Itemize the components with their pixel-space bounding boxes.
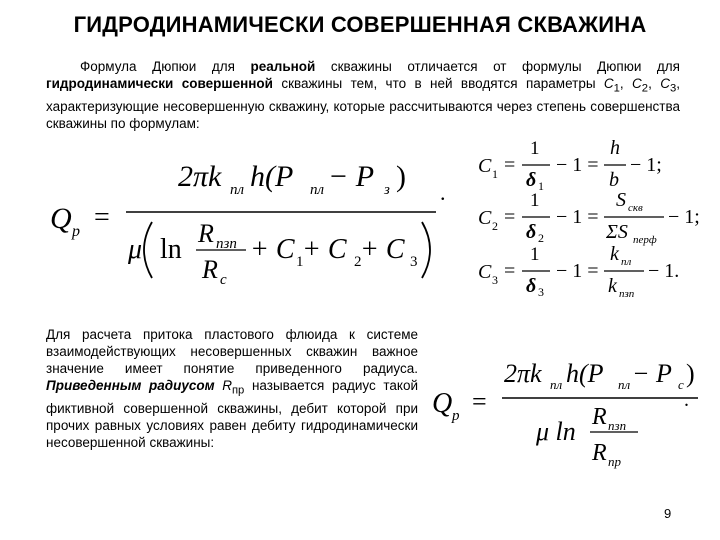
red-dot: . <box>684 389 689 411</box>
c3-delta: δ <box>526 275 537 297</box>
c1-minus: − 1 = <box>556 154 599 176</box>
main-den-mu: μ <box>128 234 143 265</box>
red-num-close: ) <box>686 359 695 388</box>
param-c1-sub: 1 <box>613 82 620 95</box>
main-right-paren <box>422 222 430 278</box>
c3-delta-sub: 3 <box>538 285 544 299</box>
param-c3: С <box>660 76 670 91</box>
intro-text-4: , характеризующие несовершенную скважину, которые рассчитываются через степень совершенства скважины по формулам: <box>46 76 680 131</box>
para2-text-1: Для расчета притока пластового флюида к системе взаимодействующих несовершенных скважин важное значение имеет понятие приведенного радиуса. <box>46 327 418 376</box>
main-lhs-q: Q <box>50 202 72 235</box>
dupuit-formula <box>50 150 460 290</box>
page-number: 9 <box>664 506 672 521</box>
c1-delta: δ <box>526 169 537 191</box>
c3-eq: = <box>504 260 516 282</box>
c3-lhs: C <box>478 261 492 283</box>
param-c3-sub: 3 <box>669 82 677 95</box>
red-den-r-num: R <box>592 404 607 430</box>
c2-delta: δ <box>526 221 537 243</box>
c3-minus: − 1 = <box>556 260 599 282</box>
red-num-k-sub: пл <box>550 377 563 392</box>
red-equals: = <box>472 387 487 416</box>
c3-one: 1 <box>530 244 540 265</box>
main-den-plus-c2: + C <box>302 234 347 265</box>
red-num-minus-p: − P <box>632 359 672 388</box>
c2-tail: − 1; <box>668 206 700 228</box>
main-den-r-num-sub: пзп <box>216 236 237 252</box>
c3-lhs-sub: 3 <box>492 273 498 287</box>
red-num-p2-sub: c <box>678 377 684 392</box>
main-num-p2-sub: з <box>384 182 390 198</box>
c2-one: 1 <box>530 190 540 211</box>
c1-eq: = <box>504 154 516 176</box>
formula-c3 <box>478 244 688 304</box>
c1-frac-num: h <box>610 137 620 159</box>
c2-lhs-sub: 2 <box>492 219 498 233</box>
intro-text-3: скважины тем, что в ней вводятся параметры <box>272 76 604 91</box>
intro-sep-2: , <box>648 76 661 91</box>
main-den-c1-sub: 1 <box>296 254 304 270</box>
main-den-c2-sub: 2 <box>354 254 362 270</box>
intro-bold-real: реальной <box>250 59 316 74</box>
c1-one: 1 <box>530 138 540 159</box>
c1-lhs-sub: 1 <box>492 167 498 181</box>
c2-delta-sub: 2 <box>538 231 544 245</box>
red-den-r-num-sub: пзп <box>608 418 627 433</box>
c3-frac-den-sub: пзп <box>619 288 635 300</box>
red-num-2pik: 2πk <box>504 359 542 388</box>
main-lhs-q-sub: p <box>72 223 80 240</box>
c1-frac-den: b <box>609 169 619 191</box>
intro-paragraph <box>46 58 680 132</box>
reduced-radius-formula <box>432 356 702 476</box>
main-num-p1-sub: пл <box>310 182 325 198</box>
c2-eq: = <box>504 206 516 228</box>
param-c2: С <box>632 76 642 91</box>
formula-c1 <box>478 136 678 192</box>
main-den-ln: ln <box>160 234 182 265</box>
c1-tail: − 1; <box>630 154 662 176</box>
main-num-k-sub: пл <box>230 182 245 198</box>
c3-frac-num-sub: пл <box>621 256 632 268</box>
c2-frac-den: ΣS <box>606 221 628 243</box>
c2-frac-num-sub: скв <box>628 202 643 214</box>
c2-lhs: C <box>478 207 492 229</box>
main-left-paren <box>144 222 152 278</box>
main-den-plus-c3: + C <box>360 234 405 265</box>
intro-text-2: скважины отличается от формулы Дюпюи для <box>315 59 680 74</box>
red-den-mu-ln: μ ln <box>536 417 576 446</box>
param-c2-sub: 2 <box>641 82 649 95</box>
para2-symbol-r: R <box>222 378 232 393</box>
main-den-c3-sub: 3 <box>410 254 418 270</box>
red-num-p1-sub: пл <box>618 377 631 392</box>
red-den-r-den-sub: пр <box>608 454 621 469</box>
c3-frac-num: k <box>610 243 619 265</box>
c2-frac-den-sub: перф <box>633 234 657 246</box>
red-lhs-q-sub: p <box>452 408 460 424</box>
intro-sep-1: , <box>619 76 633 91</box>
red-num-h: h(P <box>566 359 604 388</box>
reduced-radius-paragraph <box>46 326 418 451</box>
c3-frac-den: k <box>608 275 617 297</box>
main-den-r-den: R <box>202 255 218 284</box>
main-den-r-den-sub: c <box>220 272 227 288</box>
para2-text-3: называется радиус такой фиктивной совершенной скважины, дебит которой при прочих равных условиях равен дебиту гидродинамически несовершенной скважины: <box>46 378 418 450</box>
c1-lhs: C <box>478 155 492 177</box>
main-dot: . <box>440 180 446 205</box>
slide-title: ГИДРОДИНАМИЧЕСКИ СОВЕРШЕННАЯ СКВАЖИНА <box>73 12 647 37</box>
formula-c2 <box>478 189 700 250</box>
main-num-close: ) <box>396 160 406 193</box>
main-equals: = <box>94 202 110 233</box>
main-den-plus-c1: + C <box>250 234 295 265</box>
main-den-r-num: R <box>198 219 214 248</box>
main-num-2pik: 2πk <box>178 160 222 193</box>
c2-frac-num: S <box>616 189 626 211</box>
c2-minus: − 1 = <box>556 206 599 228</box>
intro-bold-perfect: гидродинамически совершенной <box>46 76 273 91</box>
c1-delta-sub: 1 <box>538 179 544 193</box>
red-lhs-q: Q <box>432 388 453 419</box>
main-num-minus-p: − P <box>328 160 375 193</box>
para2-symbol-r-sub: пр <box>231 384 245 397</box>
intro-text-1: Формула Дюпюи для <box>80 59 251 74</box>
para2-term: Приведенным радиусом <box>46 378 215 393</box>
main-num-h: h(P <box>250 160 294 193</box>
c3-tail: − 1. <box>648 260 680 282</box>
red-den-r-den: R <box>592 440 607 466</box>
param-c1: С <box>603 76 614 91</box>
